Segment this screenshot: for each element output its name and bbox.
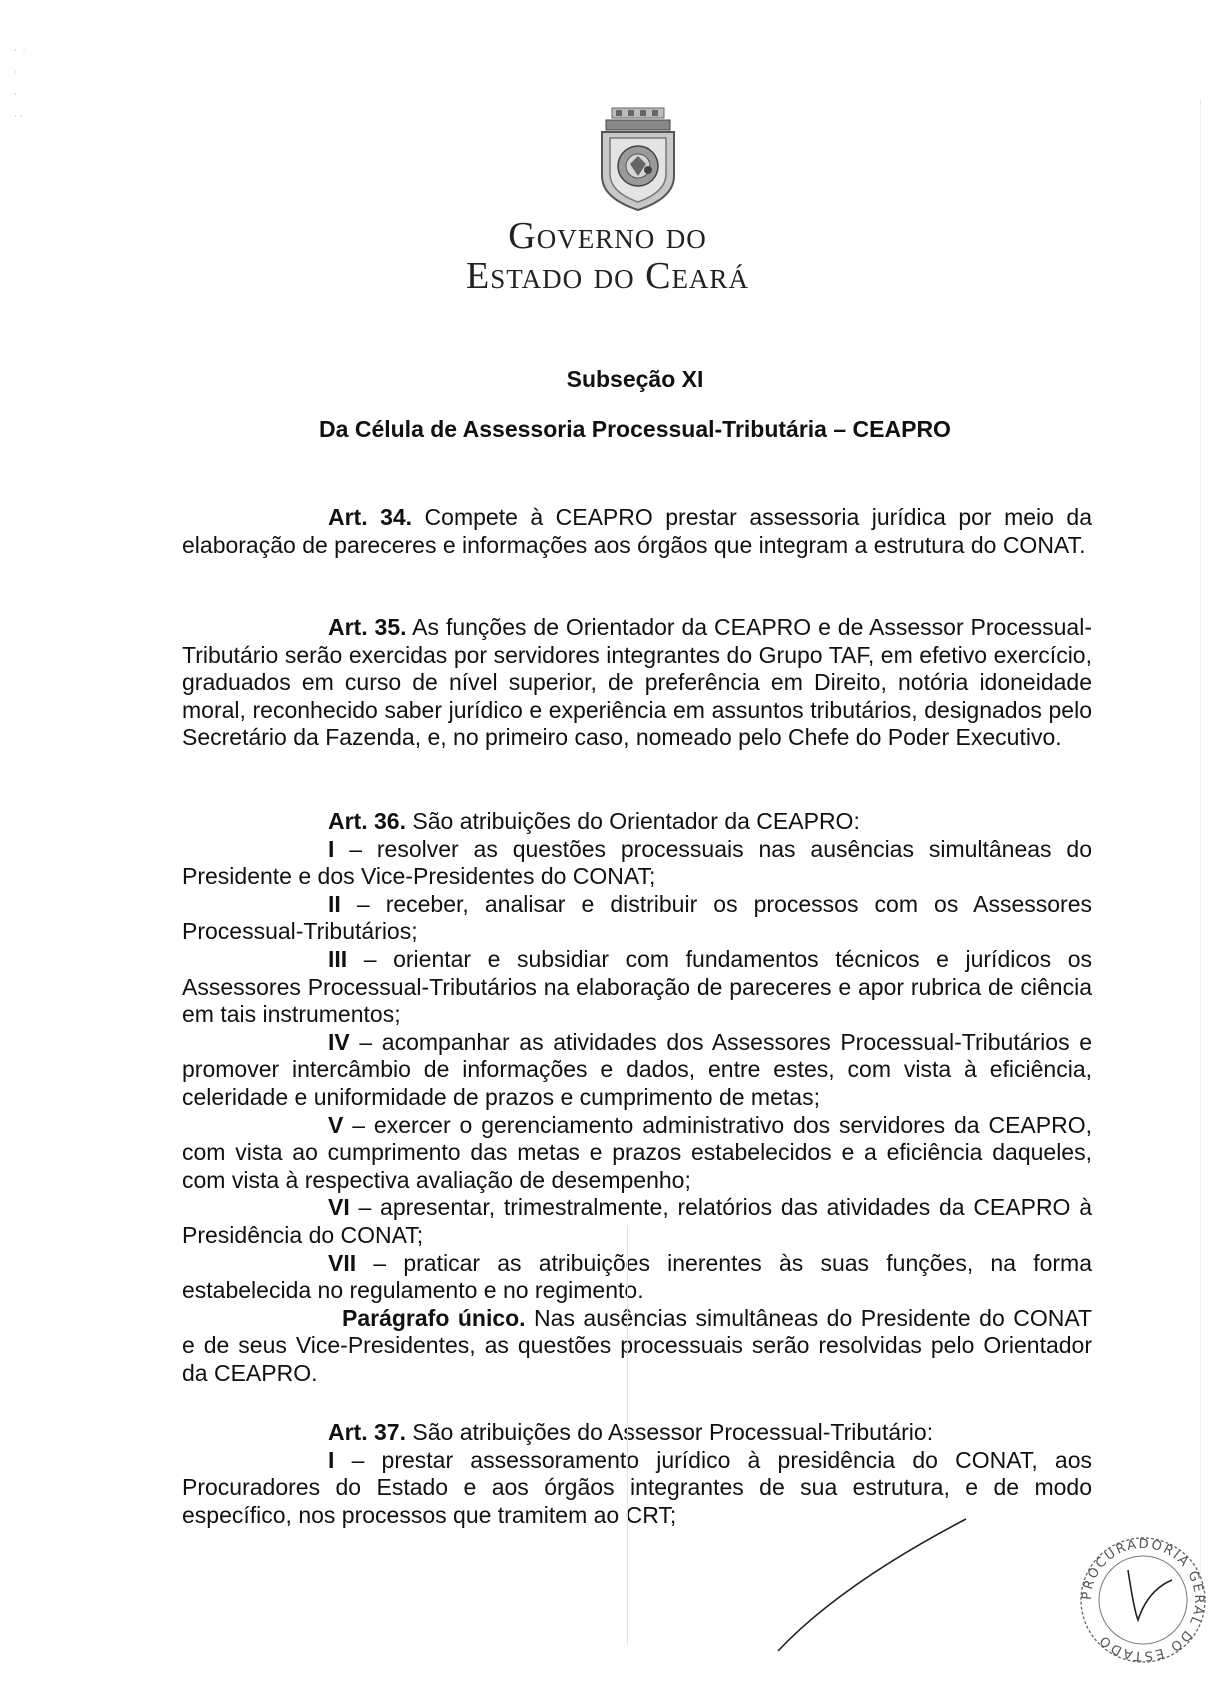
article-text: São atribuições do Assessor Processual-Tributário:: [405, 1419, 934, 1445]
government-name-line1: Governo do: [508, 215, 707, 257]
article-37: [182, 1419, 1092, 1529]
signature-icon: [770, 1515, 970, 1655]
article-34: [182, 504, 1092, 559]
article-36: [182, 808, 1092, 1387]
scan-marks: · · · · · ·: [14, 46, 26, 122]
article-label: Art. 36.: [328, 808, 406, 834]
scan-edge: [1200, 100, 1205, 1600]
article-text: São atribuições do Orientador da CEAPRO:: [405, 808, 860, 834]
article-text: As funções de Orientador da CEAPRO e de Assessor Processual-Tributário serão exercidas por servidores integrantes do Grupo TAF, em efetivo exercício, graduados em curso de nível superior, de preferência em Direito, notória idoneidade moral, reconhecido saber jurídico e experiência em assuntos tributários, designados pelo Secretário da Fazenda, e, no primeiro caso, nomeado pelo Chefe do Poder Executivo.: [182, 614, 1092, 751]
scan-fold-line: [627, 1225, 628, 1645]
list-item: V – exercer o gerenciamento administrativo dos servidores da CEAPRO, com vista ao cumprimento das metas e prazos estabelecidos e a eficiência daqueles, com vista à respectiva avaliação de desempenho;: [182, 1111, 1092, 1193]
article-text: Compete à CEAPRO prestar assessoria jurídica por meio da elaboração de pareceres e informações aos órgãos que integram a estrutura do CONAT.: [182, 504, 1092, 558]
list-item: I – prestar assessoramento jurídico à presidência do CONAT, aos Procuradores do Estado e aos órgãos integrantes de sua estrutura, e de modo específico, nos processos que tramitem ao CRT;: [182, 1446, 1092, 1528]
list-item: II – receber, analisar e distribuir os processos com os Assessores Processual-Tributários;: [182, 890, 1092, 945]
article-label: Art. 35.: [328, 614, 407, 640]
list-item: I – resolver as questões processuais nas ausências simultâneas do Presidente e dos Vice-Presidentes do CONAT;: [182, 835, 1092, 890]
article-label: Art. 34.: [328, 504, 413, 530]
article-label: Art. 37.: [328, 1419, 406, 1445]
section-title: Subseção XI: [566, 366, 704, 392]
paragrafo-unico: Parágrafo único. Nas ausências simultâneas do Presidente do CONAT e de seus Vice-Presidentes, as questões processuais serão resolvidas pelo Orientador da CEAPRO.: [182, 1304, 1093, 1386]
state-coat-of-arms-icon: [596, 106, 680, 212]
stamp-text: PROCURADORIA GERAL DO ESTADO: [1079, 1536, 1207, 1664]
list-item: IV – acompanhar as atividades dos Assessores Processual-Tributários e promover intercâmbio de informações e dados, entre estes, com vista à eficiência, celeridade e uniformidade de prazos e cumprimento de metas;: [182, 1028, 1092, 1110]
section-subtitle: Da Célula de Assessoria Processual-Tributária – CEAPRO: [319, 416, 951, 442]
article-35: [182, 614, 1092, 752]
list-item: III – orientar e subsidiar com fundamentos técnicos e jurídicos os Assessores Processual-Tributários na elaboração de pareceres e apor rubrica de ciência em tais instrumentos;: [182, 945, 1092, 1028]
list-item: VI – apresentar, trimestralmente, relatórios das atividades da CEAPRO à Presidência do CONAT;: [182, 1194, 1092, 1248]
list-item: VII – praticar as atribuições inerentes às suas funções, na forma estabelecida no regulamento e no regimento.: [182, 1249, 1092, 1304]
government-name-line2: Estado do Ceará: [466, 255, 749, 297]
official-stamp-icon: [1068, 1530, 1215, 1670]
